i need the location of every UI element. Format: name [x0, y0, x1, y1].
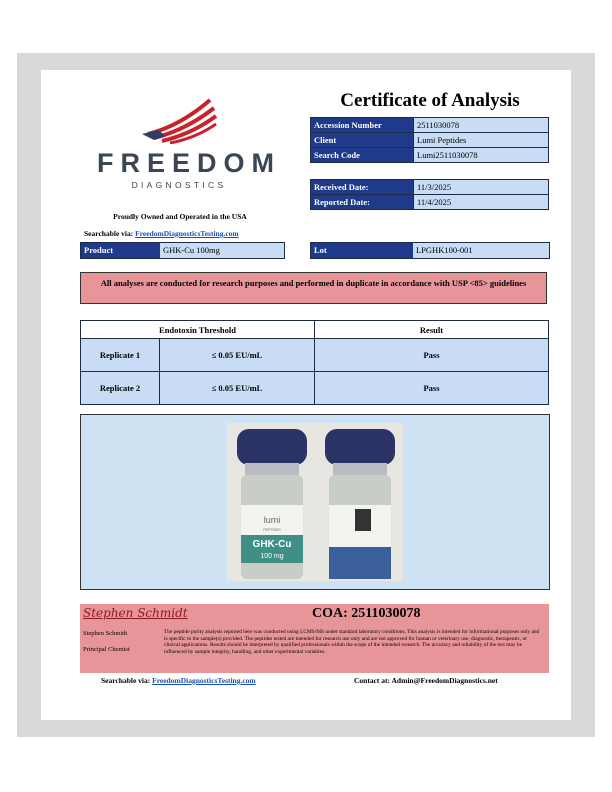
product-value: GHK-Cu 100mg: [160, 243, 284, 258]
vial-product: GHK-Cu: [252, 539, 292, 550]
lot-key: Lot: [311, 243, 413, 258]
vial-cap-front: [237, 429, 307, 465]
signature: Stephen Schmidt: [83, 606, 188, 620]
info-value: Lumi Peptides: [414, 133, 549, 148]
threshold-header: Endotoxin Threshold: [81, 321, 315, 339]
date-value: 11/4/2025: [414, 195, 549, 210]
info-value: 2511030078: [414, 118, 549, 133]
results-header-row: [81, 321, 549, 339]
date-value: 11/3/2025: [414, 180, 549, 195]
logo-wordmark: FREEDOM: [97, 148, 281, 178]
date-key: Received Date:: [311, 180, 414, 195]
usp-banner: All analyses are conducted for research purposes and performed in duplicate in accordance with USP <85> guidelines: [80, 272, 547, 304]
signer-role: Principal Chemist: [83, 646, 130, 653]
signature-footer: [80, 604, 549, 673]
vial-dose: 100 mg: [260, 553, 284, 560]
info-key: Client: [311, 133, 414, 148]
sample-photo-panel: [80, 414, 550, 590]
table-row: [81, 372, 549, 405]
lot-field: [310, 242, 550, 259]
vial-brand: lumi: [263, 515, 281, 525]
date-row: [311, 195, 549, 210]
logo-subtitle: DIAGNOSTICS: [131, 180, 227, 190]
vial-cap-side: [325, 429, 395, 465]
date-key: Reported Date:: [311, 195, 414, 210]
searchable-link[interactable]: FreedomDiagnosticsTesting.com: [152, 676, 256, 685]
contact-info: Contact at: Admin@FreedomDiagnostics.net: [354, 676, 498, 685]
product-field: [80, 242, 285, 259]
searchable-top: [84, 229, 239, 238]
searchable-label: Searchable via:: [84, 229, 134, 238]
dates-table: [310, 179, 549, 210]
searchable-link[interactable]: FreedomDiagnosticsTesting.com: [135, 229, 239, 238]
vial-photo: [227, 423, 403, 581]
info-row: [311, 148, 549, 163]
searchable-bottom: [101, 676, 256, 685]
product-key: Product: [81, 243, 160, 258]
vial-brand-sub: PEPTIDES: [263, 528, 281, 532]
replicate-name: Replicate 2: [81, 372, 160, 405]
replicate-name: Replicate 1: [81, 339, 160, 372]
flag-eagle-logo-icon: [140, 96, 220, 144]
accession-info-table: [310, 117, 549, 163]
barcode-icon: [355, 509, 371, 531]
result-header: Result: [315, 321, 549, 339]
lot-value: LPGHK100-001: [413, 243, 549, 258]
replicate-threshold: ≤ 0.05 EU/mL: [160, 339, 315, 372]
info-key: Search Code: [311, 148, 414, 163]
searchable-label: Searchable via:: [101, 676, 151, 685]
info-row: [311, 133, 549, 148]
replicate-result: Pass: [315, 372, 549, 405]
proudly-tagline: Proudly Owned and Operated in the USA: [113, 212, 247, 221]
coa-number: COA: 2511030078: [312, 606, 421, 621]
table-row: [81, 339, 549, 372]
signer-name: Stephen Schmidt: [83, 630, 128, 637]
replicate-threshold: ≤ 0.05 EU/mL: [160, 372, 315, 405]
disclaimer-text: The peptide purity analysis reported here was conducted using LCMS/MS under standard laboratory conditions. This analysis is intended for informational purposes only and is specific to the sample(s) provided. The peptides tested are intended for research use only and are not approved for human or veterinary use, diagnostic, therapeutic, or clinical applications. Results should be interpreted by qualified professionals within the scope of the intended research. The accuracy and reliability of the test may be influenced by sample integrity, handling, and other experimental variables.: [164, 629, 540, 655]
info-key: Accession Number: [311, 118, 414, 133]
info-value: Lumi2511030078: [414, 148, 549, 163]
document-title: Certificate of Analysis: [340, 90, 520, 111]
info-row: [311, 118, 549, 133]
date-row: [311, 180, 549, 195]
replicate-result: Pass: [315, 339, 549, 372]
endotoxin-results-table: [80, 320, 549, 405]
